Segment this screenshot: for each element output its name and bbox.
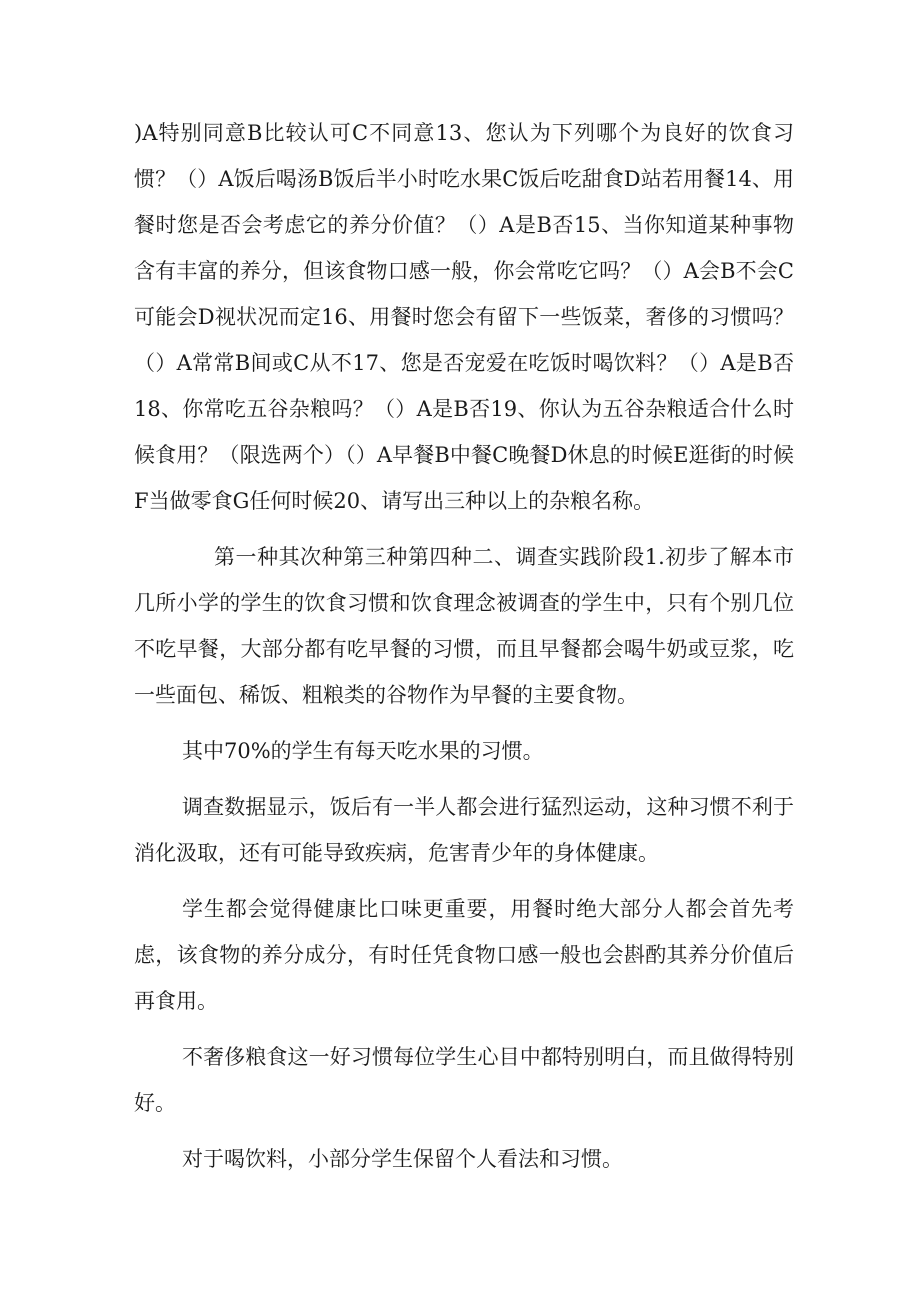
paragraph-drinks: 对于喝饮料，小部分学生保留个人看法和习惯。 [182, 1147, 623, 1171]
paragraph-exercise-after-meal: 调查数据显示，饭后有一半人都会进行猛烈运动，这种习惯不利于消化汲取，还有可能导致疾病，危害青少年的身体健康。 [134, 795, 794, 865]
paragraph-survey-questions: )A特别同意B比较认可C不同意13、您认为下列哪个为良好的饮食习惯？（）A饭后喝汤B饭后半小时吃水果C饭后吃甜食D站若用餐14、用餐时您是否会考虑它的养分价值？（）A是B否15、当你知道某种事物含有丰富的养分，但该食物口感一般，你会常吃它吗？（）A会B不会C可能会D视状况而定16、用餐时您会有留下一些饭菜，奢侈的习惯吗？（）A常常B间或C从不17、您是否宠爱在吃饭时喝饮料？（）A是B否18、你常吃五谷杂粮吗？（）A是B否19、你认为五谷杂粮适合什么时候食用？（限选两个）（）A早餐B中餐C晚餐D休息的时候E逛街的时候F当做零食G任何时候20、请写出三种以上的杂粮名称。 [134, 121, 794, 513]
paragraph-fruit-habit: 其中70%的学生有每天吃水果的习惯。 [182, 739, 544, 763]
paragraph-no-food-waste: 不奢侈粮食这一好习惯每位学生心目中都特别明白，而且做得特别好。 [134, 1045, 794, 1115]
paragraph-health-vs-taste: 学生都会觉得健康比口味更重要，用餐时绝大部分人都会首先考虑，该食物的养分成分，有时任凭食物口感一般也会斟酌其养分价值后再食用。 [134, 897, 794, 1013]
document-page [134, 110, 794, 1192]
paragraph-survey-practice: 第一种其次种第三种第四种二、调查实践阶段1.初步了解本市几所小学的学生的饮食习惯和饮食理念被调查的学生中，只有个别几位不吃早餐，大部分都有吃早餐的习惯，而且早餐都会喝牛奶或豆浆，吃一些面包、稀饭、粗粮类的谷物作为早餐的主要食物。 [134, 545, 794, 707]
